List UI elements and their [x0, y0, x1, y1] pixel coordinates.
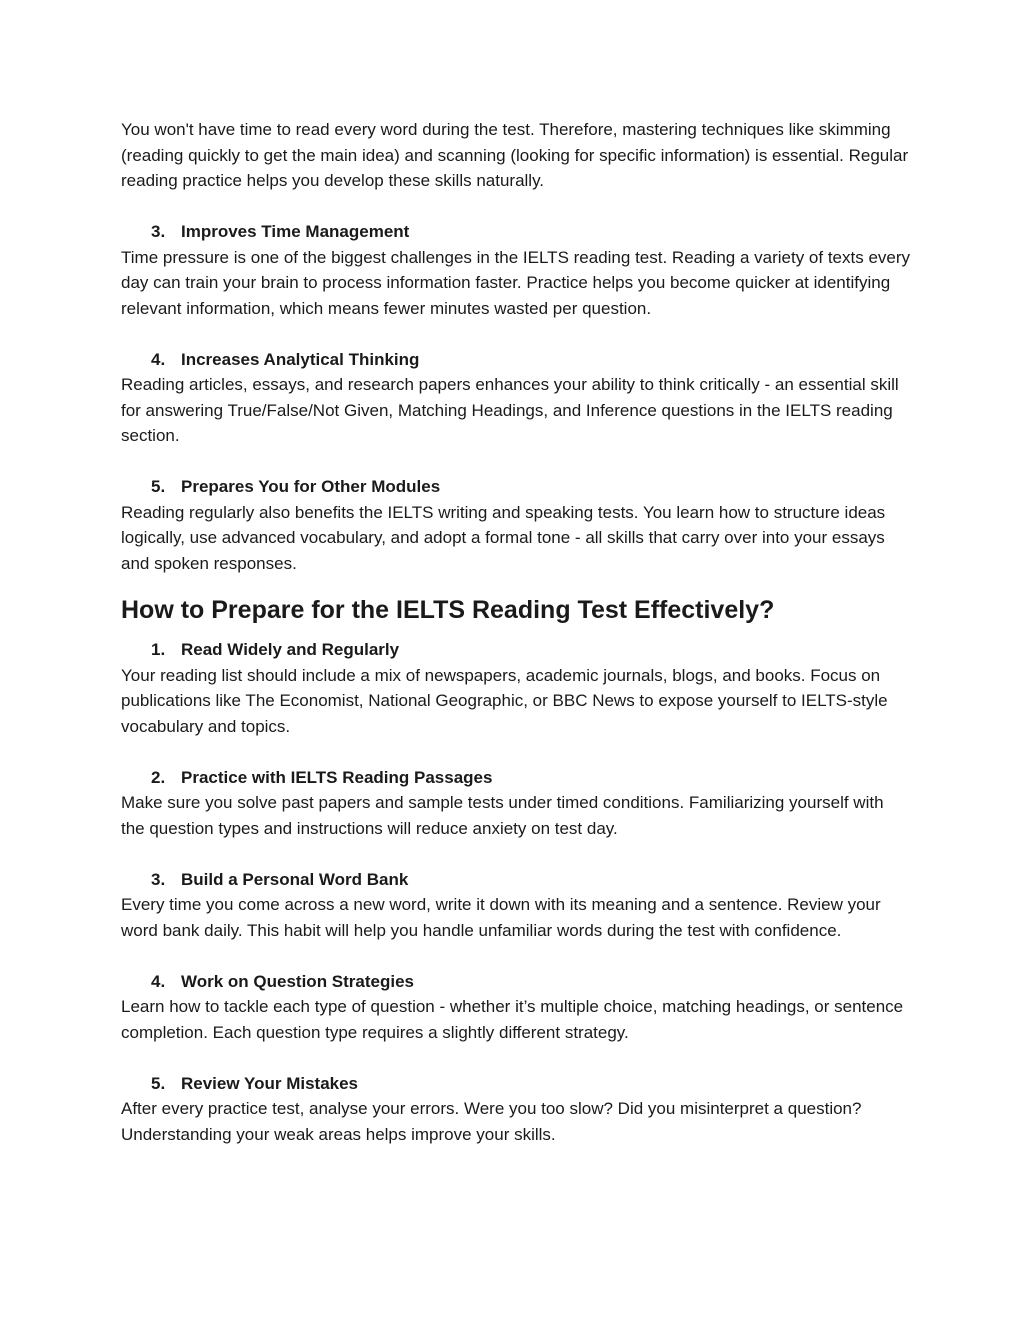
benefit-heading — [121, 219, 911, 245]
prep-heading — [121, 969, 911, 995]
benefit-heading — [121, 347, 911, 373]
prep-item — [121, 765, 911, 842]
prep-heading — [121, 637, 911, 663]
prep-heading — [121, 765, 911, 791]
item-title: Build a Personal Word Bank — [181, 869, 409, 889]
item-number: 5. — [151, 1073, 166, 1093]
section-heading: How to Prepare for the IELTS Reading Test Effectively? — [121, 596, 775, 624]
prep-heading — [121, 867, 911, 893]
item-body: Time pressure is one of the biggest challenges in the IELTS reading test. Reading a variety of texts every day can train your brain to process information faster. Practice helps you become quicker at identifying relevant information, which means fewer minutes wasted per question. — [121, 247, 911, 318]
item-title: Work on Question Strategies — [181, 971, 415, 991]
benefit-item — [121, 474, 911, 576]
prep-heading — [121, 1071, 911, 1097]
prep-item — [121, 969, 911, 1046]
item-body: Every time you come across a new word, write it down with its meaning and a sentence. Review your word bank daily. This habit will help you handle unfamiliar words during the test with confidence. — [121, 895, 881, 940]
benefit-heading — [121, 474, 911, 500]
item-number: 4. — [151, 971, 166, 991]
intro-paragraph: You won't have time to read every word during the test. Therefore, mastering techniques like skimming (reading quickly to get the main idea) and scanning (looking for specific information) is essential. Regular reading practice helps you develop these skills naturally. — [121, 120, 909, 190]
item-title: Prepares You for Other Modules — [181, 477, 441, 496]
item-title: Read Widely and Regularly — [181, 640, 400, 659]
item-title: Practice with IELTS Reading Passages — [181, 767, 493, 787]
item-title: Increases Analytical Thinking — [181, 349, 420, 369]
item-number: 5. — [151, 477, 166, 496]
item-number: 4. — [151, 349, 166, 369]
item-body: Learn how to tackle each type of question - whether it’s multiple choice, matching headings, or sentence completion. Each question type requires a slightly different strategy. — [121, 997, 904, 1042]
benefit-item — [121, 219, 911, 321]
item-body: Reading articles, essays, and research papers enhances your ability to think critically - an essential skill for answering True/False/Not Given, Matching Headings, and Inference questions in the IELTS reading section. — [121, 375, 899, 445]
item-body: Your reading list should include a mix of newspapers, academic journals, blogs, and books. Focus on publications like The Economist, National Geographic, or BBC News to expose yourself to IELTS-style vocabulary and topics. — [121, 665, 888, 736]
benefit-item — [121, 347, 911, 449]
item-body: After every practice test, analyse your errors. Were you too slow? Did you misinterpret a question? Understanding your weak areas helps improve your skills. — [121, 1099, 862, 1144]
prep-item — [121, 1071, 911, 1148]
item-body: Make sure you solve past papers and sample tests under timed conditions. Familiarizing yourself with the question types and instructions will reduce anxiety on test day. — [121, 793, 884, 838]
prep-item — [121, 867, 911, 944]
item-body: Reading regularly also benefits the IELTS writing and speaking tests. You learn how to structure ideas logically, use advanced vocabulary, and adopt a formal tone - all skills that carry over into your essays and spoken responses. — [121, 502, 886, 573]
item-title: Review Your Mistakes — [181, 1073, 359, 1093]
document-page — [121, 117, 911, 1147]
item-number: 2. — [151, 767, 166, 787]
item-number: 1. — [151, 640, 166, 659]
item-number: 3. — [151, 869, 166, 889]
item-title: Improves Time Management — [181, 222, 410, 241]
item-number: 3. — [151, 222, 166, 241]
prep-item — [121, 637, 911, 739]
